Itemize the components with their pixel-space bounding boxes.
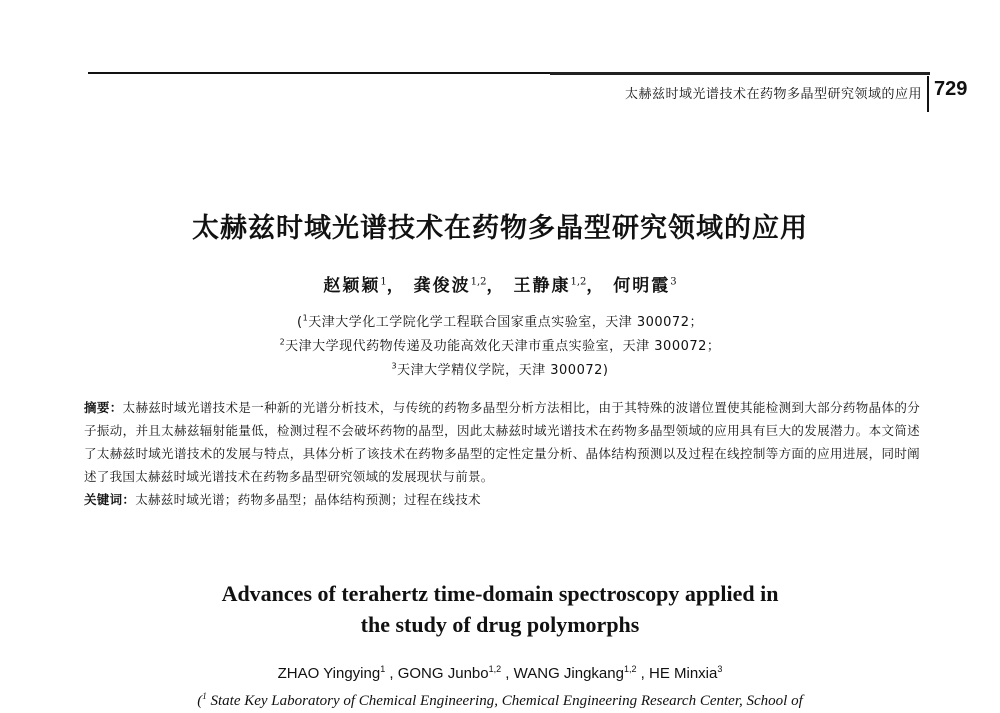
english-affiliation bbox=[0, 691, 1000, 710]
english-title-line-1: Advances of terahertz time-domain spectroscopy applied in bbox=[221, 581, 779, 606]
affil-sup: 2 bbox=[279, 337, 286, 347]
author-sep: ， bbox=[386, 276, 406, 296]
abstract-label: 摘要： bbox=[84, 400, 123, 415]
author-sup: 3 bbox=[670, 276, 677, 288]
affiliation-3 bbox=[0, 359, 1000, 378]
english-title-line-2: the study of drug polymorphs bbox=[360, 612, 640, 637]
english-authors bbox=[0, 664, 1000, 682]
keywords-label: 关键词： bbox=[84, 492, 136, 507]
affil-paren: ( bbox=[297, 315, 303, 330]
author-sup: 1 bbox=[380, 664, 386, 674]
abstract bbox=[84, 396, 920, 488]
author-name: 赵颖颖 bbox=[323, 276, 381, 296]
keywords bbox=[84, 488, 920, 511]
affil-text: State Key Laboratory of Chemical Engineering, Chemical Engineering Research Center, School of bbox=[206, 693, 803, 709]
author-sup: 1 bbox=[380, 276, 387, 288]
affil-paren: ( bbox=[197, 693, 203, 709]
header-rule bbox=[88, 72, 930, 74]
chinese-authors bbox=[0, 271, 1000, 296]
affil-sup: 1 bbox=[202, 691, 207, 701]
author-name: ZHAO Yingying bbox=[277, 665, 381, 682]
author-sep: , bbox=[501, 665, 514, 682]
affil-text: 天津大学精仪学院，天津 300072) bbox=[397, 363, 609, 378]
affil-sup: 1 bbox=[302, 313, 309, 323]
author-name: GONG Junbo bbox=[397, 665, 489, 682]
running-title: 太赫兹时域光谱技术在药物多晶型研究领域的应用 bbox=[624, 87, 922, 102]
author-name: 王静康 bbox=[513, 276, 571, 296]
author-name: HE Minxia bbox=[648, 665, 718, 682]
author-name: WANG Jingkang bbox=[513, 665, 624, 682]
abstract-block bbox=[84, 396, 920, 511]
author-sup: 1,2 bbox=[623, 664, 637, 674]
page-number: 729 bbox=[934, 78, 968, 100]
affil-text: 天津大学现代药物传递及功能高效化天津市重点实验室，天津 300072； bbox=[285, 339, 721, 354]
author-sup: 1,2 bbox=[570, 276, 587, 288]
header-divider bbox=[927, 76, 929, 112]
english-title bbox=[0, 578, 1000, 640]
author-sup: 1,2 bbox=[470, 276, 487, 288]
chinese-title: 太赫兹时域光谱技术在药物多晶型研究领域的应用 bbox=[192, 213, 808, 244]
affil-sup: 3 bbox=[391, 361, 398, 371]
keywords-text: 太赫兹时域光谱；药物多晶型；晶体结构预测；过程在线技术 bbox=[135, 492, 481, 507]
author-sep: , bbox=[385, 665, 398, 682]
author-sup: 1,2 bbox=[488, 664, 502, 674]
author-name: 龚俊波 bbox=[413, 276, 471, 296]
affiliation-1 bbox=[0, 311, 1000, 330]
author-sep: , bbox=[636, 665, 649, 682]
author-sep: ， bbox=[486, 276, 506, 296]
author-sup: 3 bbox=[717, 664, 723, 674]
affiliation-2 bbox=[0, 335, 1000, 354]
author-name: 何明霞 bbox=[613, 276, 671, 296]
author-sep: ， bbox=[586, 276, 606, 296]
abstract-text: 太赫兹时域光谱技术是一种新的光谱分析技术，与传统的药物多晶型分析方法相比，由于其特殊的波谱位置使其能检测到大部分药物晶体的分子振动，并且太赫兹辐射能量低，检测过程不会破坏药物的晶型，因此太赫兹时域光谱技术在药物多晶型领域的应用具有巨大的发展潜力。本文简述了太赫兹时域光谱技术的发展与特点，具体分析了该技术在药物多晶型的定性定量分析、晶体结构预测以及过程在线控制等方面的应用进展，同时阐述了我国太赫兹时域光谱技术在药物多晶型研究领域的发展现状与前景。 bbox=[84, 400, 920, 484]
affil-text: 天津大学化工学院化学工程联合国家重点实验室，天津 300072； bbox=[308, 315, 703, 330]
